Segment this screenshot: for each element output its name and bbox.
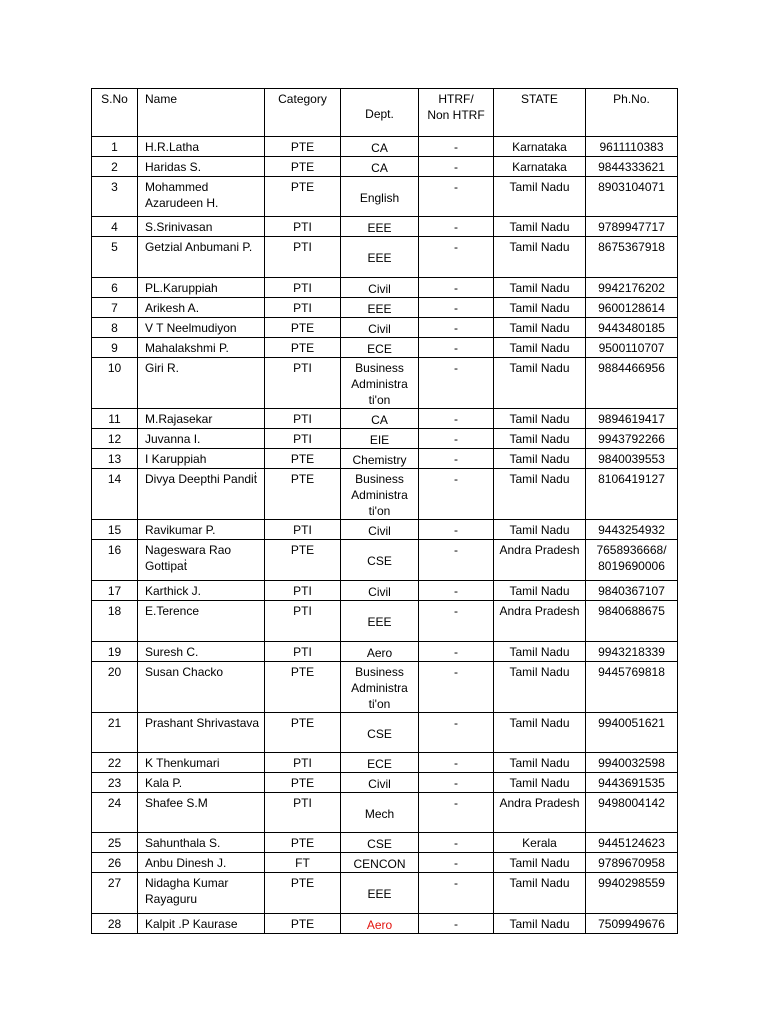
cell-state: Andra Pradesh bbox=[494, 540, 586, 581]
cell-dept: ECE bbox=[341, 338, 419, 358]
cell-htrf: - bbox=[419, 237, 494, 278]
cell-dept: CA bbox=[341, 137, 419, 157]
cell-state: Tamil Nadu bbox=[494, 662, 586, 713]
cell-name: Susan Chacko bbox=[138, 662, 265, 713]
participants-table bbox=[91, 88, 678, 934]
cell-state: Tamil Nadu bbox=[494, 914, 586, 934]
cell-phone: 9789947717 bbox=[586, 217, 678, 237]
cell-sno: 14 bbox=[92, 469, 138, 520]
cell-phone: 9443691535 bbox=[586, 773, 678, 793]
cell-name: Sahunthala S. bbox=[138, 833, 265, 853]
cell-category: PTI bbox=[265, 642, 341, 662]
cell-state: Tamil Nadu bbox=[494, 873, 586, 914]
cell-state: Tamil Nadu bbox=[494, 449, 586, 469]
cell-name: E.Terence bbox=[138, 601, 265, 642]
cell-phone: 9943218339 bbox=[586, 642, 678, 662]
cell-category: PTE bbox=[265, 713, 341, 753]
cell-category: PTI bbox=[265, 278, 341, 298]
cell-sno: 17 bbox=[92, 581, 138, 601]
cell-sno: 28 bbox=[92, 914, 138, 934]
cell-name: Karthick J. bbox=[138, 581, 265, 601]
cell-category: PTI bbox=[265, 753, 341, 773]
cell-htrf: - bbox=[419, 662, 494, 713]
cell-sno: 6 bbox=[92, 278, 138, 298]
cell-name: Divya Deepthi Pandit̍ bbox=[138, 469, 265, 520]
cell-htrf: - bbox=[419, 853, 494, 873]
cell-phone: 9445124623 bbox=[586, 833, 678, 853]
cell-sno: 13 bbox=[92, 449, 138, 469]
cell-category: PTE bbox=[265, 177, 341, 217]
cell-phone: 9840688675 bbox=[586, 601, 678, 642]
cell-sno: 27 bbox=[92, 873, 138, 914]
table-row bbox=[92, 853, 678, 873]
table-row bbox=[92, 177, 678, 217]
cell-htrf: - bbox=[419, 278, 494, 298]
cell-name: S.Srinivasan bbox=[138, 217, 265, 237]
cell-sno: 21 bbox=[92, 713, 138, 753]
cell-category: PTI bbox=[265, 429, 341, 449]
table-row bbox=[92, 753, 678, 773]
cell-phone: 9844333621 bbox=[586, 157, 678, 177]
table-row bbox=[92, 914, 678, 934]
cell-dept: Business Administra ti'on bbox=[341, 469, 419, 520]
header-htrf-line2: Non HTRF bbox=[427, 108, 485, 122]
cell-category: PTE bbox=[265, 157, 341, 177]
cell-dept: CENCON bbox=[341, 853, 419, 873]
cell-name: Arikesh A. bbox=[138, 298, 265, 318]
cell-htrf: - bbox=[419, 409, 494, 429]
cell-phone: 8675367918 bbox=[586, 237, 678, 278]
cell-dept: Civil bbox=[341, 520, 419, 540]
cell-dept: Business Administra ti'on bbox=[341, 358, 419, 409]
cell-category: PTE bbox=[265, 449, 341, 469]
cell-phone: 8106419127 bbox=[586, 469, 678, 520]
table-row bbox=[92, 713, 678, 753]
cell-htrf: - bbox=[419, 217, 494, 237]
cell-dept: EEE bbox=[341, 298, 419, 318]
cell-state: Tamil Nadu bbox=[494, 853, 586, 873]
table-row bbox=[92, 237, 678, 278]
cell-category: PTI bbox=[265, 217, 341, 237]
table-row bbox=[92, 157, 678, 177]
cell-state: Tamil Nadu bbox=[494, 217, 586, 237]
cell-state: Tamil Nadu bbox=[494, 177, 586, 217]
cell-category: PTE bbox=[265, 873, 341, 914]
table-row bbox=[92, 601, 678, 642]
cell-dept: Aero bbox=[341, 642, 419, 662]
cell-htrf: - bbox=[419, 177, 494, 217]
table-row bbox=[92, 642, 678, 662]
table-row bbox=[92, 469, 678, 520]
cell-htrf: - bbox=[419, 793, 494, 833]
cell-dept: Civil bbox=[341, 773, 419, 793]
cell-name: Kalpit .P Kaurase bbox=[138, 914, 265, 934]
cell-dept: Chemistry bbox=[341, 449, 419, 469]
cell-sno: 12 bbox=[92, 429, 138, 449]
cell-category: PTE bbox=[265, 318, 341, 338]
cell-category: PTI bbox=[265, 298, 341, 318]
cell-name: H.R.Latha bbox=[138, 137, 265, 157]
cell-state: Tamil Nadu bbox=[494, 409, 586, 429]
cell-dept: CA bbox=[341, 157, 419, 177]
cell-sno: 7 bbox=[92, 298, 138, 318]
cell-dept: CA bbox=[341, 409, 419, 429]
cell-dept: Aero bbox=[341, 914, 419, 934]
cell-dept: EEE bbox=[341, 237, 419, 278]
cell-name: Suresh C. bbox=[138, 642, 265, 662]
cell-name: Ravikumar P. bbox=[138, 520, 265, 540]
cell-htrf: - bbox=[419, 753, 494, 773]
cell-phone: 7658936668/ 8019690006 bbox=[586, 540, 678, 581]
cell-category: PTI bbox=[265, 581, 341, 601]
cell-phone: 9498004142 bbox=[586, 793, 678, 833]
table-row bbox=[92, 358, 678, 409]
cell-state: Tamil Nadu bbox=[494, 469, 586, 520]
cell-state: Tamil Nadu bbox=[494, 338, 586, 358]
cell-name: Shafee S.M bbox=[138, 793, 265, 833]
cell-category: PTE bbox=[265, 338, 341, 358]
cell-dept: Mech bbox=[341, 793, 419, 833]
cell-dept: EEE bbox=[341, 873, 419, 914]
cell-phone: 9611110383 bbox=[586, 137, 678, 157]
cell-category: PTI bbox=[265, 793, 341, 833]
cell-category: PTE bbox=[265, 662, 341, 713]
cell-htrf: - bbox=[419, 540, 494, 581]
cell-state: Kerala bbox=[494, 833, 586, 853]
cell-phone: 9500110707 bbox=[586, 338, 678, 358]
cell-name: Getzial Anbumani P. bbox=[138, 237, 265, 278]
cell-htrf: - bbox=[419, 429, 494, 449]
cell-phone: 9840367107 bbox=[586, 581, 678, 601]
table-row bbox=[92, 520, 678, 540]
cell-sno: 2 bbox=[92, 157, 138, 177]
cell-htrf: - bbox=[419, 318, 494, 338]
cell-sno: 18 bbox=[92, 601, 138, 642]
cell-sno: 1 bbox=[92, 137, 138, 157]
cell-dept: Civil bbox=[341, 318, 419, 338]
cell-phone: 9943792266 bbox=[586, 429, 678, 449]
cell-phone: 9840039553 bbox=[586, 449, 678, 469]
header-htrf-line1: HTRF/ bbox=[438, 92, 474, 106]
cell-dept: CSE bbox=[341, 540, 419, 581]
cell-category: PTE bbox=[265, 469, 341, 520]
cell-category: PTE bbox=[265, 833, 341, 853]
cell-sno: 26 bbox=[92, 853, 138, 873]
cell-phone: 9884466956 bbox=[586, 358, 678, 409]
cell-name: Juvanna I. bbox=[138, 429, 265, 449]
table-row bbox=[92, 429, 678, 449]
cell-htrf: - bbox=[419, 914, 494, 934]
cell-phone: 9940298559 bbox=[586, 873, 678, 914]
cell-state: Tamil Nadu bbox=[494, 318, 586, 338]
table-row bbox=[92, 137, 678, 157]
cell-phone: 9942176202 bbox=[586, 278, 678, 298]
cell-category: PTE bbox=[265, 773, 341, 793]
cell-category: PTI bbox=[265, 409, 341, 429]
cell-name: V T Neelmudiyon bbox=[138, 318, 265, 338]
cell-state: Tamil Nadu bbox=[494, 358, 586, 409]
cell-htrf: - bbox=[419, 137, 494, 157]
cell-category: PTE bbox=[265, 137, 341, 157]
cell-state: Tamil Nadu bbox=[494, 773, 586, 793]
header-state: STATE bbox=[494, 89, 586, 137]
cell-state: Tamil Nadu bbox=[494, 278, 586, 298]
table-row bbox=[92, 409, 678, 429]
cell-dept: EEE bbox=[341, 217, 419, 237]
cell-htrf: - bbox=[419, 601, 494, 642]
cell-sno: 9 bbox=[92, 338, 138, 358]
table-row bbox=[92, 581, 678, 601]
cell-dept: English bbox=[341, 177, 419, 217]
header-phone: Ph.No. bbox=[586, 89, 678, 137]
cell-category: FT bbox=[265, 853, 341, 873]
cell-state: Tamil Nadu bbox=[494, 298, 586, 318]
table-row bbox=[92, 833, 678, 853]
cell-phone: 9600128614 bbox=[586, 298, 678, 318]
table-row bbox=[92, 662, 678, 713]
cell-sno: 19 bbox=[92, 642, 138, 662]
cell-sno: 23 bbox=[92, 773, 138, 793]
cell-name: Mahalakshmi P. bbox=[138, 338, 265, 358]
cell-phone: 9443254932 bbox=[586, 520, 678, 540]
cell-sno: 22 bbox=[92, 753, 138, 773]
cell-name: Prashant Shrivastava bbox=[138, 713, 265, 753]
cell-sno: 20 bbox=[92, 662, 138, 713]
cell-htrf: - bbox=[419, 338, 494, 358]
cell-name: I Karuppiah bbox=[138, 449, 265, 469]
table-row bbox=[92, 298, 678, 318]
cell-name: Kala P. bbox=[138, 773, 265, 793]
cell-htrf: - bbox=[419, 449, 494, 469]
cell-state: Tamil Nadu bbox=[494, 237, 586, 278]
header-dept: Dept. bbox=[341, 89, 419, 137]
cell-name: K Thenkumari bbox=[138, 753, 265, 773]
cell-category: PTI bbox=[265, 358, 341, 409]
cell-state: Tamil Nadu bbox=[494, 753, 586, 773]
table-row bbox=[92, 873, 678, 914]
cell-htrf: - bbox=[419, 713, 494, 753]
header-name: Name bbox=[138, 89, 265, 137]
cell-sno: 16 bbox=[92, 540, 138, 581]
header-row bbox=[92, 89, 678, 137]
cell-category: PTI bbox=[265, 520, 341, 540]
cell-state: Karnataka bbox=[494, 157, 586, 177]
table-row bbox=[92, 793, 678, 833]
header-htrf bbox=[419, 89, 494, 137]
cell-htrf: - bbox=[419, 642, 494, 662]
cell-name: Nidagha Kumar Rayaguru bbox=[138, 873, 265, 914]
table-row bbox=[92, 338, 678, 358]
cell-state: Tamil Nadu bbox=[494, 581, 586, 601]
cell-phone: 8903104071 bbox=[586, 177, 678, 217]
cell-htrf: - bbox=[419, 469, 494, 520]
cell-name: Giri R. bbox=[138, 358, 265, 409]
cell-htrf: - bbox=[419, 581, 494, 601]
cell-state: Andra Pradesh bbox=[494, 601, 586, 642]
cell-htrf: - bbox=[419, 520, 494, 540]
cell-phone: 9894619417 bbox=[586, 409, 678, 429]
table-row bbox=[92, 217, 678, 237]
cell-sno: 10 bbox=[92, 358, 138, 409]
cell-phone: 9443480185 bbox=[586, 318, 678, 338]
cell-name: Mohammed Azarudeen H. bbox=[138, 177, 265, 217]
cell-name: Haridas S. bbox=[138, 157, 265, 177]
cell-phone: 9940051621 bbox=[586, 713, 678, 753]
cell-state: Karnataka bbox=[494, 137, 586, 157]
cell-phone: 9445769818 bbox=[586, 662, 678, 713]
cell-name: PL.Karuppiah bbox=[138, 278, 265, 298]
cell-state: Tamil Nadu bbox=[494, 429, 586, 449]
cell-phone: 9940032598 bbox=[586, 753, 678, 773]
cell-sno: 15 bbox=[92, 520, 138, 540]
cell-htrf: - bbox=[419, 157, 494, 177]
cell-category: PTE bbox=[265, 540, 341, 581]
cell-sno: 8 bbox=[92, 318, 138, 338]
cell-state: Tamil Nadu bbox=[494, 520, 586, 540]
table-row bbox=[92, 773, 678, 793]
cell-state: Tamil Nadu bbox=[494, 713, 586, 753]
cell-dept: EEE bbox=[341, 601, 419, 642]
cell-dept: CSE bbox=[341, 833, 419, 853]
cell-dept: Civil bbox=[341, 278, 419, 298]
cell-sno: 11 bbox=[92, 409, 138, 429]
cell-phone: 7509949676 bbox=[586, 914, 678, 934]
cell-sno: 25 bbox=[92, 833, 138, 853]
cell-sno: 4 bbox=[92, 217, 138, 237]
cell-dept: Civil bbox=[341, 581, 419, 601]
cell-sno: 5 bbox=[92, 237, 138, 278]
cell-htrf: - bbox=[419, 358, 494, 409]
cell-state: Andra Pradesh bbox=[494, 793, 586, 833]
cell-state: Tamil Nadu bbox=[494, 642, 586, 662]
cell-name: Nageswara Rao Gottipat̍ bbox=[138, 540, 265, 581]
header-sno: S.No bbox=[92, 89, 138, 137]
cell-dept: ECE bbox=[341, 753, 419, 773]
cell-dept: CSE bbox=[341, 713, 419, 753]
cell-dept: Business Administra ti'on bbox=[341, 662, 419, 713]
cell-phone: 9789670958 bbox=[586, 853, 678, 873]
table-row bbox=[92, 278, 678, 298]
cell-htrf: - bbox=[419, 873, 494, 914]
cell-sno: 3 bbox=[92, 177, 138, 217]
cell-category: PTI bbox=[265, 237, 341, 278]
table-row bbox=[92, 318, 678, 338]
table-row bbox=[92, 449, 678, 469]
cell-sno: 24 bbox=[92, 793, 138, 833]
cell-dept: EIE bbox=[341, 429, 419, 449]
cell-category: PTE bbox=[265, 914, 341, 934]
cell-name: M.Rajasekar bbox=[138, 409, 265, 429]
cell-htrf: - bbox=[419, 298, 494, 318]
cell-name: Anbu Dinesh J. bbox=[138, 853, 265, 873]
cell-category: PTI bbox=[265, 601, 341, 642]
cell-htrf: - bbox=[419, 773, 494, 793]
cell-htrf: - bbox=[419, 833, 494, 853]
table-row bbox=[92, 540, 678, 581]
header-category: Category bbox=[265, 89, 341, 137]
